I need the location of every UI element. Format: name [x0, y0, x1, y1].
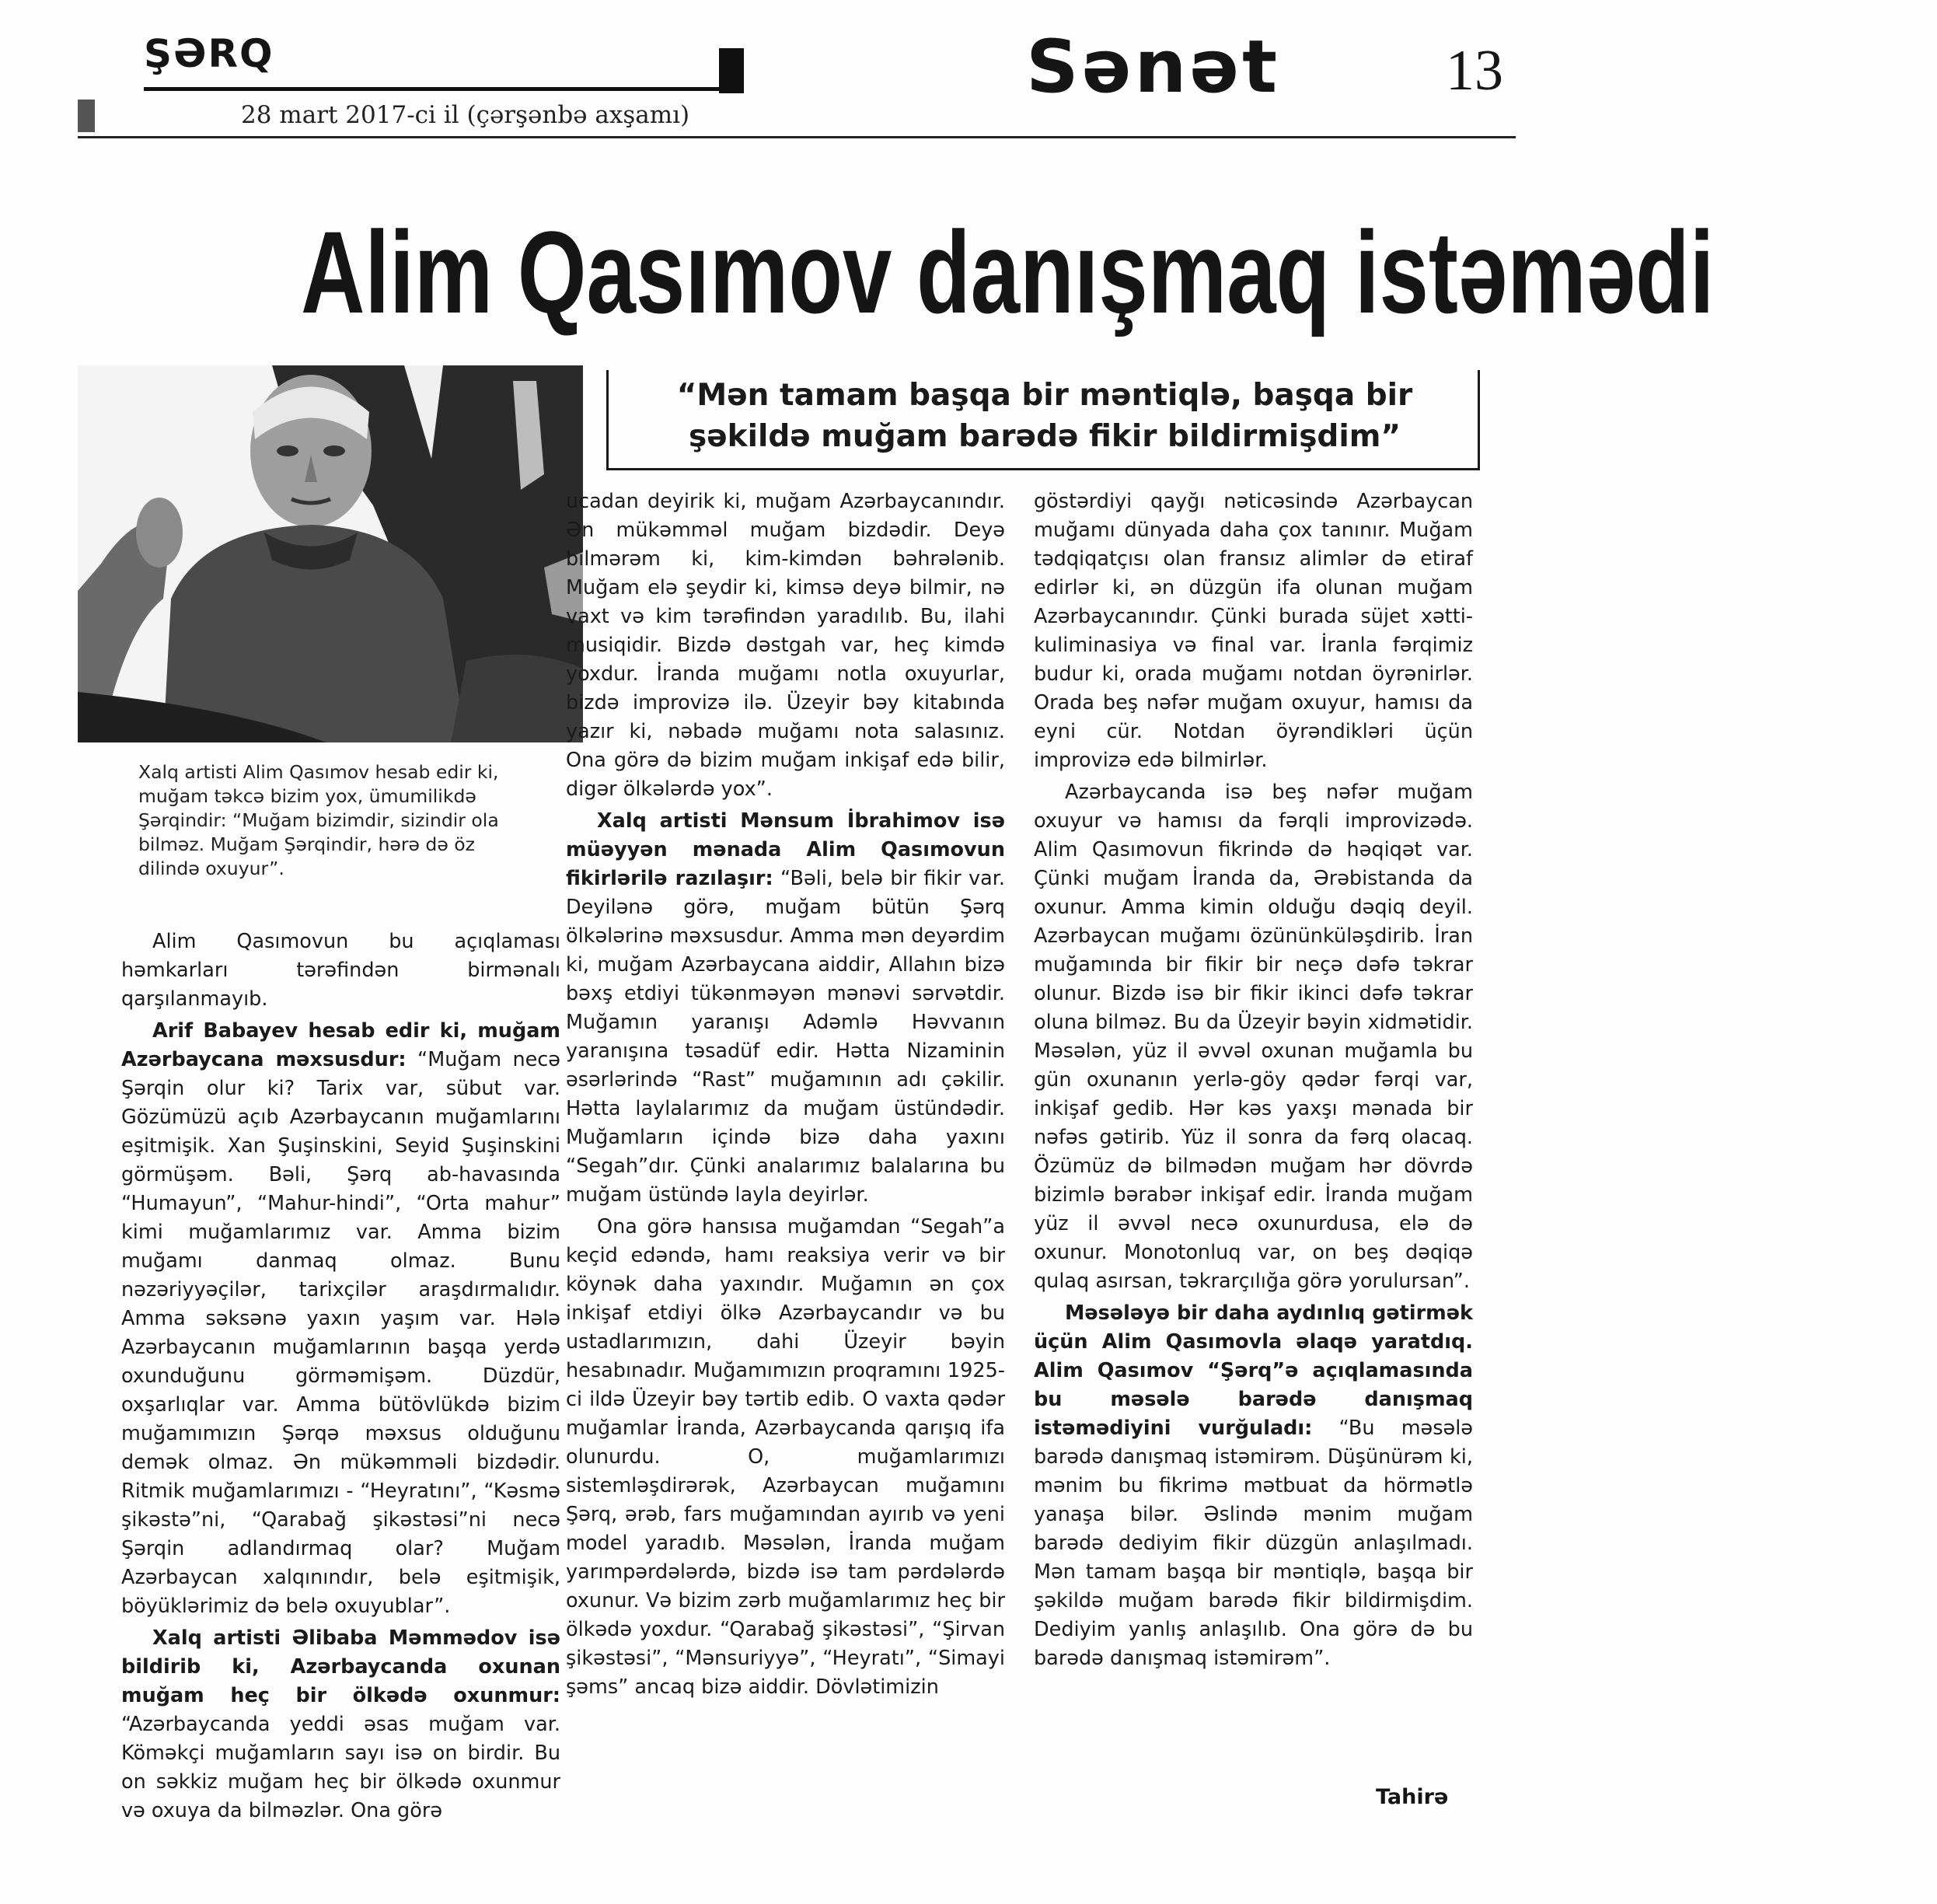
paragraph: ucadan deyirik ki, muğam Azərbaycanındır. Ən mükəmməl muğam bizdədir. Deyə bilmərəm ki, kim-kimdən bəhrələnib. Muğam elə şeydir ki, kimsə deyə bilmir, nə vaxt və kim tərəfindən yaradılıb. Bu, ilahi musiqidir. Bizdə dəstgah var, heç kimdə yoxdur. İranda muğamı notla oxuyurlar, bizdə improvizə ilə. Üzeyir bəy kitabında yazır ki, nəbadə muğamı nota salasınız. Ona görə də bizim muğam inkişaf edə bilir, digər ölkələrdə yox”.	[566, 490, 1005, 801]
paragraph	[121, 1017, 560, 1621]
masthead-rule	[144, 87, 742, 91]
paragraph-text: “Bu məsələ barədə danışmaq istəmirəm. Düşünürəm ki, mənim bu fikrimə mətbuat da hörmətlə yanaşa bilər. Əslində mənim muğam barədə dediyim fikir düzgün anlaşılmadı. Mən tamam başqa bir məntiqlə, başqa bir şəkildə muğam barədə fikir bildirmişdim. Dediyim yanlış anlaşılıb. Ona görə də bu barədə danışmaq istəmirəm”.	[1034, 1417, 1473, 1670]
author-signature: Tahirə	[1376, 1785, 1449, 1809]
photo-caption: Xalq artisti Alim Qasımov hesab edir ki, muğam təkcə bizim yox, ümumilikdə Şərqindir: “Muğam bizimdir, sizindir ola bilməz. Muğam Şərqindir, hərə də öz dilində oxuyur”.	[138, 761, 499, 879]
paragraph-lead: Arif Babayev hesab edir ki, muğam Azərbaycana məxsusdur:	[121, 1019, 560, 1071]
paragraph-text: “Muğam necə Şərqin olur ki? Tarix var, sübut var. Gözümüzü açıb Azərbaycanın muğamlarını eşitmişik. Xan Şuşinskini, Seyid Şuşinskini görmüşəm. Bəli, Şərq ab-havasında “Humayun”, “Mahur-hindi”, “Orta mahur” kimi muğamlarımız var. Amma bizim muğamı danmaq olmaz. Bunu nəzəriyyəçilər, tarixçilər araşdırmalıdır. Amma səksənə yaxın yaşım var. Hələ Azərbaycanın muğamlarının başqa yerdə oxunduğunu görməmişəm. Düzdür, oxşarlıqlar var. Amma bütövlükdə bizim muğamımızın Şərqə məxsus olduğunu demək olmaz. Ən mükəmməli bizdədir. Ritmik muğamlarımızı - “Heyratını”, “Kəsmə şikəstə”ni, “Qarabağ şikəstəsi”ni necə Şərqin adlandırmaq olar? Muğam Azərbaycan xalqınındır, belə eşitmişik, böyüklərimiz də belə oxuyublar”.	[121, 1048, 560, 1618]
header-rule	[78, 136, 1516, 138]
paragraph	[566, 807, 1005, 1210]
headline-text: Alim Qasımov danışmaq istəmədi	[301, 207, 1715, 337]
paragraph-text: “Bəli, belə bir fikir var. Deyilənə görə, muğam bütün Şərq ölkələrinə məxsusdur. Amma mən deyərdim ki, muğam Azərbaycana aiddir, Allahın bizə bəxş etdiyi tükənməyən mənəvi sərvətdir. Muğamın yaranışı Adəmlə Həvvanın yaranışına təsadüf edir. Hətta Nizaminin əsərlərində “Rast” muğamının adı çəkilir. Hətta laylalarımız da muğam üstündədir. Muğamların içində bizə daha yaxını “Segah”dır. Çünki analarımız balalarına bu muğam üstündə layla deyirlər.	[566, 867, 1005, 1207]
page-number: 13	[1446, 39, 1503, 103]
paragraph-lead: Xalq artisti Mənsum İbrahimov isə müəyyən mənada Alim Qasımovun fikirlərilə razılaşır:	[566, 809, 1005, 890]
paragraph: Azərbaycanda isə beş nəfər muğam oxuyur və hamısı da fərqli improvizədə. Alim Qasımovun fikrində də həqiqət var. Çünki muğam İranda da, Ərəbistanda da oxunur. Amma kimin olduğu dəqiq deyil. Azərbaycan muğamı özününküləşdirib. İran muğamında bir fikir bir neçə dəfə təkrar olunur. Bizdə isə bir fikir ikinci dəfə təkrar oluna bilməz. Bu da Üzeyir bəyin xidmətidir. Məsələn, yüz il əvvəl oxunan muğamla bu gün oxunanın yerlə-göy qədər fərqi var, inkişaf gedib. Hər kəs yaxşı mənada bir nəfəs gətirib. Yüz il sonra da fərq olacaq. Özümüz də bilmədən muğam hər dövrdə bizimlə bərabər inkişaf edir. İranda muğam yüz il əvvəl necə oxunurdusa, elə də oxunur. Monotonluq var, on beş dəqiqə qulaq asırsan, təkrarçılığa görə yorulursan”.	[1034, 781, 1473, 1293]
newspaper-masthead: ŞƏRQ	[144, 31, 274, 76]
portrait-image	[78, 365, 583, 742]
article-photo	[78, 365, 583, 742]
corner-mark	[78, 100, 95, 132]
pull-quote: “Mən tamam başqa bir məntiqlə, başqa bir şəkildə muğam barədə fikir bildirmişdim”	[676, 378, 1413, 454]
article-column-middle	[566, 487, 1005, 1809]
paragraph: göstərdiyi qayğı nəticəsində Azərbaycan muğamı dünyada daha çox tanınır. Muğam tədqiqatçısı olan fransız alimlər də etiraf edirlər ki, ən düzgün ifa olunan muğam Azərbaycanındır. Çünki burada süjet xətti-kuliminasiya və final var. İranla fərqimiz budur ki, orada muğamı notdan öyrənirlər. Orada beş nəfər muğam oxuyur, hamısı da eyni cür. Notdan öyrəndikləri üçün improvizə edə bilmirlər.	[1034, 490, 1473, 772]
paragraph: Alim Qasımovun bu açıqlaması həmkarları tərəfindən birmənalı qarşılanmayıb.	[121, 930, 560, 1011]
paragraph: Ona görə hansısa muğamdan “Segah”a keçid edəndə, hamı reaksiya verir və bir köynək daha yaxındır. Muğamın ən çox inkişaf etdiyi ölkə Azərbaycandır və bu ustadlarımızın, dahi Üzeyir bəyin hesabınadır. Muğamımızın proqramını 1925-ci ildə Üzeyir bəy tərtib edib. O vaxta qədər muğamlar İranda, Azərbaycanda qarışıq ifa olunurdu. O, muğamlarımızı sistemləşdirərək, Azərbaycan muğamını Şərq, ərəb, fars muğamından ayırıb və yeni model yaradıb. Məsələn, İranda muğam yarımpərdələrdə, bizdə isə tam pərdələrdə oxunur. Və bizim zərb muğamlarımız heç bir ölkədə yoxdur. “Qarabağ şikəstəsi”, “Şirvan şikəstəsi”, “Mənsuriyyə”, “Heyratı”, “Simayi şəms” ancaq bizə aiddir. Dövlətimizin	[566, 1215, 1005, 1699]
paragraph-lead: Məsələyə bir daha aydınlıq gətirmək üçün Alim Qasımovla əlaqə yaratdıq. Alim Qasımov “Şərq”ə açıqlamasında bu məsələ barədə danışmaq istəmədiyini vurğuladı:	[1034, 1301, 1473, 1440]
paragraph	[1034, 1299, 1473, 1673]
article-column-left	[121, 928, 560, 1860]
paragraph-text: “Azərbaycanda yeddi əsas muğam var. Köməkçi muğamların sayı isə on birdir. Bu on səkkiz muğam heç bir ölkədə oxunmur və oxuya da bilməzlər. Ona görə	[121, 1713, 560, 1822]
paragraph	[121, 1624, 560, 1825]
article-column-right	[1034, 487, 1473, 1778]
paragraph-lead: Xalq artisti Əlibaba Məmmədov isə bildirib ki, Azərbaycanda oxunan muğam heç bir ölkədə oxunmur:	[121, 1626, 560, 1707]
rule-block	[719, 48, 744, 93]
article-headline	[78, 201, 1715, 344]
section-title: Sənət	[1026, 25, 1281, 110]
issue-date: 28 mart 2017-ci il (çərşənbə axşamı)	[241, 101, 690, 129]
